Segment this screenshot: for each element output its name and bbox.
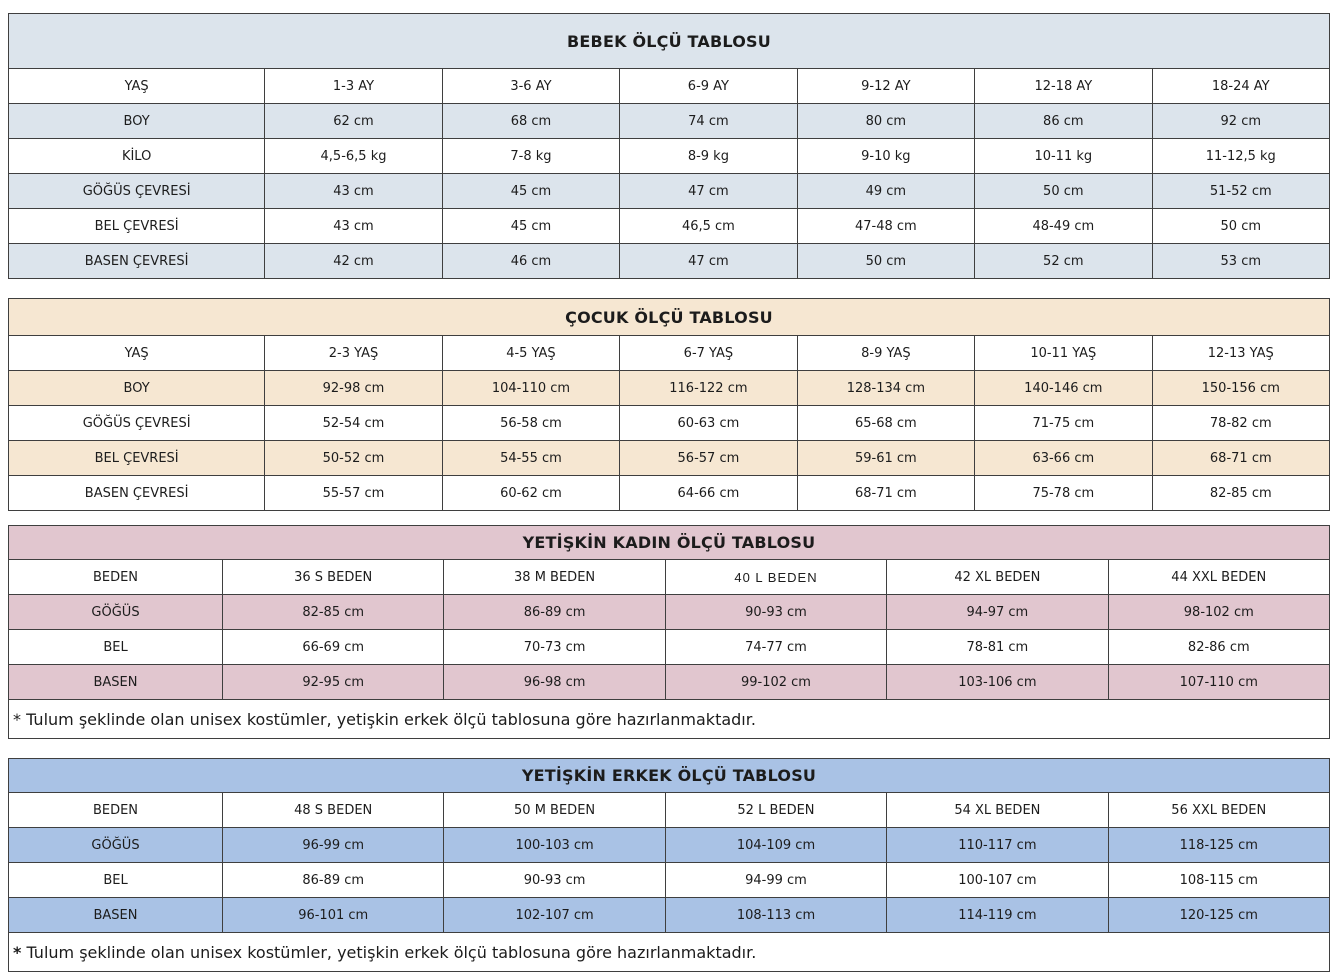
- value-cell: 116-122 cm: [620, 371, 797, 406]
- column-header-cell: 3-6 AY: [442, 69, 619, 104]
- value-cell: 52-54 cm: [265, 406, 442, 441]
- value-cell: 47-48 cm: [797, 209, 974, 244]
- value-cell: 108-113 cm: [665, 898, 886, 933]
- row-label-cell: BASEN ÇEVRESİ: [9, 244, 265, 279]
- value-cell: 98-102 cm: [1108, 595, 1329, 630]
- cocuk-size-table: [8, 298, 1330, 511]
- value-cell: 92-95 cm: [223, 665, 444, 700]
- row-label-cell: YAŞ: [9, 336, 265, 371]
- value-cell: 11-12,5 kg: [1152, 139, 1329, 174]
- table-row: [9, 630, 1330, 665]
- value-cell: 62 cm: [265, 104, 442, 139]
- value-cell: 50 cm: [1152, 209, 1329, 244]
- row-label-cell: BEL ÇEVRESİ: [9, 441, 265, 476]
- value-cell: 104-110 cm: [442, 371, 619, 406]
- value-cell: 102-107 cm: [444, 898, 665, 933]
- value-cell: 56-58 cm: [442, 406, 619, 441]
- value-cell: 53 cm: [1152, 244, 1329, 279]
- value-cell: 103-106 cm: [887, 665, 1108, 700]
- row-label-cell: BASEN: [9, 665, 223, 700]
- value-cell: 74-77 cm: [665, 630, 886, 665]
- value-cell: 60-63 cm: [620, 406, 797, 441]
- value-cell: 140-146 cm: [975, 371, 1152, 406]
- cocuk-table-title: ÇOCUK ÖLÇÜ TABLOSU: [9, 299, 1330, 336]
- footnote-asterisk: *: [13, 942, 22, 962]
- value-cell: 128-134 cm: [797, 371, 974, 406]
- column-header-cell: 6-9 AY: [620, 69, 797, 104]
- value-cell: 114-119 cm: [887, 898, 1108, 933]
- value-cell: 51-52 cm: [1152, 174, 1329, 209]
- row-label-cell: BEL ÇEVRESİ: [9, 209, 265, 244]
- table-row: [9, 336, 1330, 371]
- table-row: [9, 863, 1330, 898]
- value-cell: 86 cm: [975, 104, 1152, 139]
- value-cell: 45 cm: [442, 209, 619, 244]
- value-cell: 90-93 cm: [444, 863, 665, 898]
- value-cell: 94-97 cm: [887, 595, 1108, 630]
- value-cell: 78-81 cm: [887, 630, 1108, 665]
- value-cell: 150-156 cm: [1152, 371, 1329, 406]
- column-header-cell: 9-12 AY: [797, 69, 974, 104]
- value-cell: 65-68 cm: [797, 406, 974, 441]
- table-row: [9, 69, 1330, 104]
- value-cell: 86-89 cm: [444, 595, 665, 630]
- row-label-cell: GÖĞÜS ÇEVRESİ: [9, 406, 265, 441]
- row-label-cell: KİLO: [9, 139, 265, 174]
- value-cell: 4,5-6,5 kg: [265, 139, 442, 174]
- bebek-size-table: [8, 13, 1330, 279]
- value-cell: 70-73 cm: [444, 630, 665, 665]
- value-cell: 50-52 cm: [265, 441, 442, 476]
- row-label-cell: BOY: [9, 371, 265, 406]
- value-cell: 7-8 kg: [442, 139, 619, 174]
- column-header-cell: 44 XXL BEDEN: [1108, 560, 1329, 595]
- value-cell: 52 cm: [975, 244, 1152, 279]
- column-header-cell: 18-24 AY: [1152, 69, 1329, 104]
- column-header-cell: 6-7 YAŞ: [620, 336, 797, 371]
- row-label-cell: YAŞ: [9, 69, 265, 104]
- value-cell: 74 cm: [620, 104, 797, 139]
- table-row: [9, 174, 1330, 209]
- column-header-cell: 48 S BEDEN: [223, 793, 444, 828]
- value-cell: 64-66 cm: [620, 476, 797, 511]
- value-cell: 50 cm: [975, 174, 1152, 209]
- value-cell: 46,5 cm: [620, 209, 797, 244]
- value-cell: 68 cm: [442, 104, 619, 139]
- value-cell: 118-125 cm: [1108, 828, 1329, 863]
- value-cell: 63-66 cm: [975, 441, 1152, 476]
- column-header-cell: 42 XL BEDEN: [887, 560, 1108, 595]
- table-row: [9, 560, 1330, 595]
- column-header-cell: 40 L BEDEN: [665, 560, 886, 595]
- value-cell: 43 cm: [265, 174, 442, 209]
- table-row: [9, 406, 1330, 441]
- column-header-cell: 12-18 AY: [975, 69, 1152, 104]
- yetiskin-kadin-table-title: YETİŞKİN KADIN ÖLÇÜ TABLOSU: [9, 526, 1330, 560]
- table-footnote-row: [9, 700, 1330, 739]
- value-cell: 82-85 cm: [1152, 476, 1329, 511]
- table-row: [9, 244, 1330, 279]
- value-cell: 8-9 kg: [620, 139, 797, 174]
- value-cell: 80 cm: [797, 104, 974, 139]
- table-title-row: [9, 14, 1330, 69]
- table-row: [9, 898, 1330, 933]
- value-cell: 110-117 cm: [887, 828, 1108, 863]
- table-title-row: [9, 299, 1330, 336]
- table-row: [9, 665, 1330, 700]
- row-label-cell: BASEN ÇEVRESİ: [9, 476, 265, 511]
- value-cell: 86-89 cm: [223, 863, 444, 898]
- table-row: [9, 828, 1330, 863]
- table-row: [9, 209, 1330, 244]
- value-cell: 55-57 cm: [265, 476, 442, 511]
- value-cell: 82-86 cm: [1108, 630, 1329, 665]
- value-cell: 96-101 cm: [223, 898, 444, 933]
- table-row: [9, 371, 1330, 406]
- value-cell: 60-62 cm: [442, 476, 619, 511]
- value-cell: 49 cm: [797, 174, 974, 209]
- table-row: [9, 793, 1330, 828]
- value-cell: 56-57 cm: [620, 441, 797, 476]
- column-header-cell: 1-3 AY: [265, 69, 442, 104]
- value-cell: 92 cm: [1152, 104, 1329, 139]
- footnote-asterisk: *: [13, 709, 21, 729]
- row-label-cell: BEL: [9, 630, 223, 665]
- yetiskin-erkek-table-title: YETİŞKİN ERKEK ÖLÇÜ TABLOSU: [9, 759, 1330, 793]
- value-cell: 94-99 cm: [665, 863, 886, 898]
- row-label-cell: BOY: [9, 104, 265, 139]
- value-cell: 92-98 cm: [265, 371, 442, 406]
- value-cell: 54-55 cm: [442, 441, 619, 476]
- value-cell: 68-71 cm: [1152, 441, 1329, 476]
- yetiskin-erkek-table-footnote: [9, 933, 1330, 972]
- value-cell: 66-69 cm: [223, 630, 444, 665]
- row-label-cell: GÖĞÜS: [9, 595, 223, 630]
- value-cell: 71-75 cm: [975, 406, 1152, 441]
- value-cell: 42 cm: [265, 244, 442, 279]
- row-label-cell: BEDEN: [9, 560, 223, 595]
- value-cell: 78-82 cm: [1152, 406, 1329, 441]
- table-row: [9, 476, 1330, 511]
- column-header-cell: 8-9 YAŞ: [797, 336, 974, 371]
- yetiskin-kadin-size-table: [8, 525, 1330, 739]
- row-label-cell: BEL: [9, 863, 223, 898]
- footnote-text: Tulum şeklinde olan unisex kostümler, yetişkin erkek ölçü tablosuna göre hazırlanmaktadır.: [21, 942, 757, 962]
- value-cell: 108-115 cm: [1108, 863, 1329, 898]
- table-row: [9, 139, 1330, 174]
- yetiskin-erkek-size-table: [8, 758, 1330, 972]
- value-cell: 100-107 cm: [887, 863, 1108, 898]
- value-cell: 104-109 cm: [665, 828, 886, 863]
- value-cell: 90-93 cm: [665, 595, 886, 630]
- column-header-cell: 10-11 YAŞ: [975, 336, 1152, 371]
- value-cell: 50 cm: [797, 244, 974, 279]
- value-cell: 68-71 cm: [797, 476, 974, 511]
- value-cell: 100-103 cm: [444, 828, 665, 863]
- value-cell: 47 cm: [620, 174, 797, 209]
- table-footnote-row: [9, 933, 1330, 972]
- column-header-cell: 36 S BEDEN: [223, 560, 444, 595]
- value-cell: 48-49 cm: [975, 209, 1152, 244]
- column-header-cell: 56 XXL BEDEN: [1108, 793, 1329, 828]
- row-label-cell: GÖĞÜS ÇEVRESİ: [9, 174, 265, 209]
- value-cell: 120-125 cm: [1108, 898, 1329, 933]
- value-cell: 59-61 cm: [797, 441, 974, 476]
- value-cell: 96-99 cm: [223, 828, 444, 863]
- footnote-text: Tulum şeklinde olan unisex kostümler, yetişkin erkek ölçü tablosuna göre hazırlanmaktadır.: [21, 709, 756, 729]
- column-header-cell: 2-3 YAŞ: [265, 336, 442, 371]
- value-cell: 9-10 kg: [797, 139, 974, 174]
- table-row: [9, 441, 1330, 476]
- value-cell: 82-85 cm: [223, 595, 444, 630]
- value-cell: 47 cm: [620, 244, 797, 279]
- bebek-table-title: BEBEK ÖLÇÜ TABLOSU: [9, 14, 1330, 69]
- table-row: [9, 595, 1330, 630]
- value-cell: 45 cm: [442, 174, 619, 209]
- value-cell: 10-11 kg: [975, 139, 1152, 174]
- column-header-cell: 38 M BEDEN: [444, 560, 665, 595]
- column-header-cell: 54 XL BEDEN: [887, 793, 1108, 828]
- column-header-cell: 50 M BEDEN: [444, 793, 665, 828]
- row-label-cell: BASEN: [9, 898, 223, 933]
- row-label-cell: GÖĞÜS: [9, 828, 223, 863]
- value-cell: 107-110 cm: [1108, 665, 1329, 700]
- column-header-cell: 4-5 YAŞ: [442, 336, 619, 371]
- value-cell: 46 cm: [442, 244, 619, 279]
- value-cell: 99-102 cm: [665, 665, 886, 700]
- row-label-cell: BEDEN: [9, 793, 223, 828]
- column-header-cell: 52 L BEDEN: [665, 793, 886, 828]
- column-header-cell: 12-13 YAŞ: [1152, 336, 1329, 371]
- table-title-row: [9, 759, 1330, 793]
- size-chart-page: [8, 13, 1330, 972]
- yetiskin-kadin-table-footnote: [9, 700, 1330, 739]
- table-title-row: [9, 526, 1330, 560]
- value-cell: 43 cm: [265, 209, 442, 244]
- value-cell: 96-98 cm: [444, 665, 665, 700]
- value-cell: 75-78 cm: [975, 476, 1152, 511]
- table-row: [9, 104, 1330, 139]
